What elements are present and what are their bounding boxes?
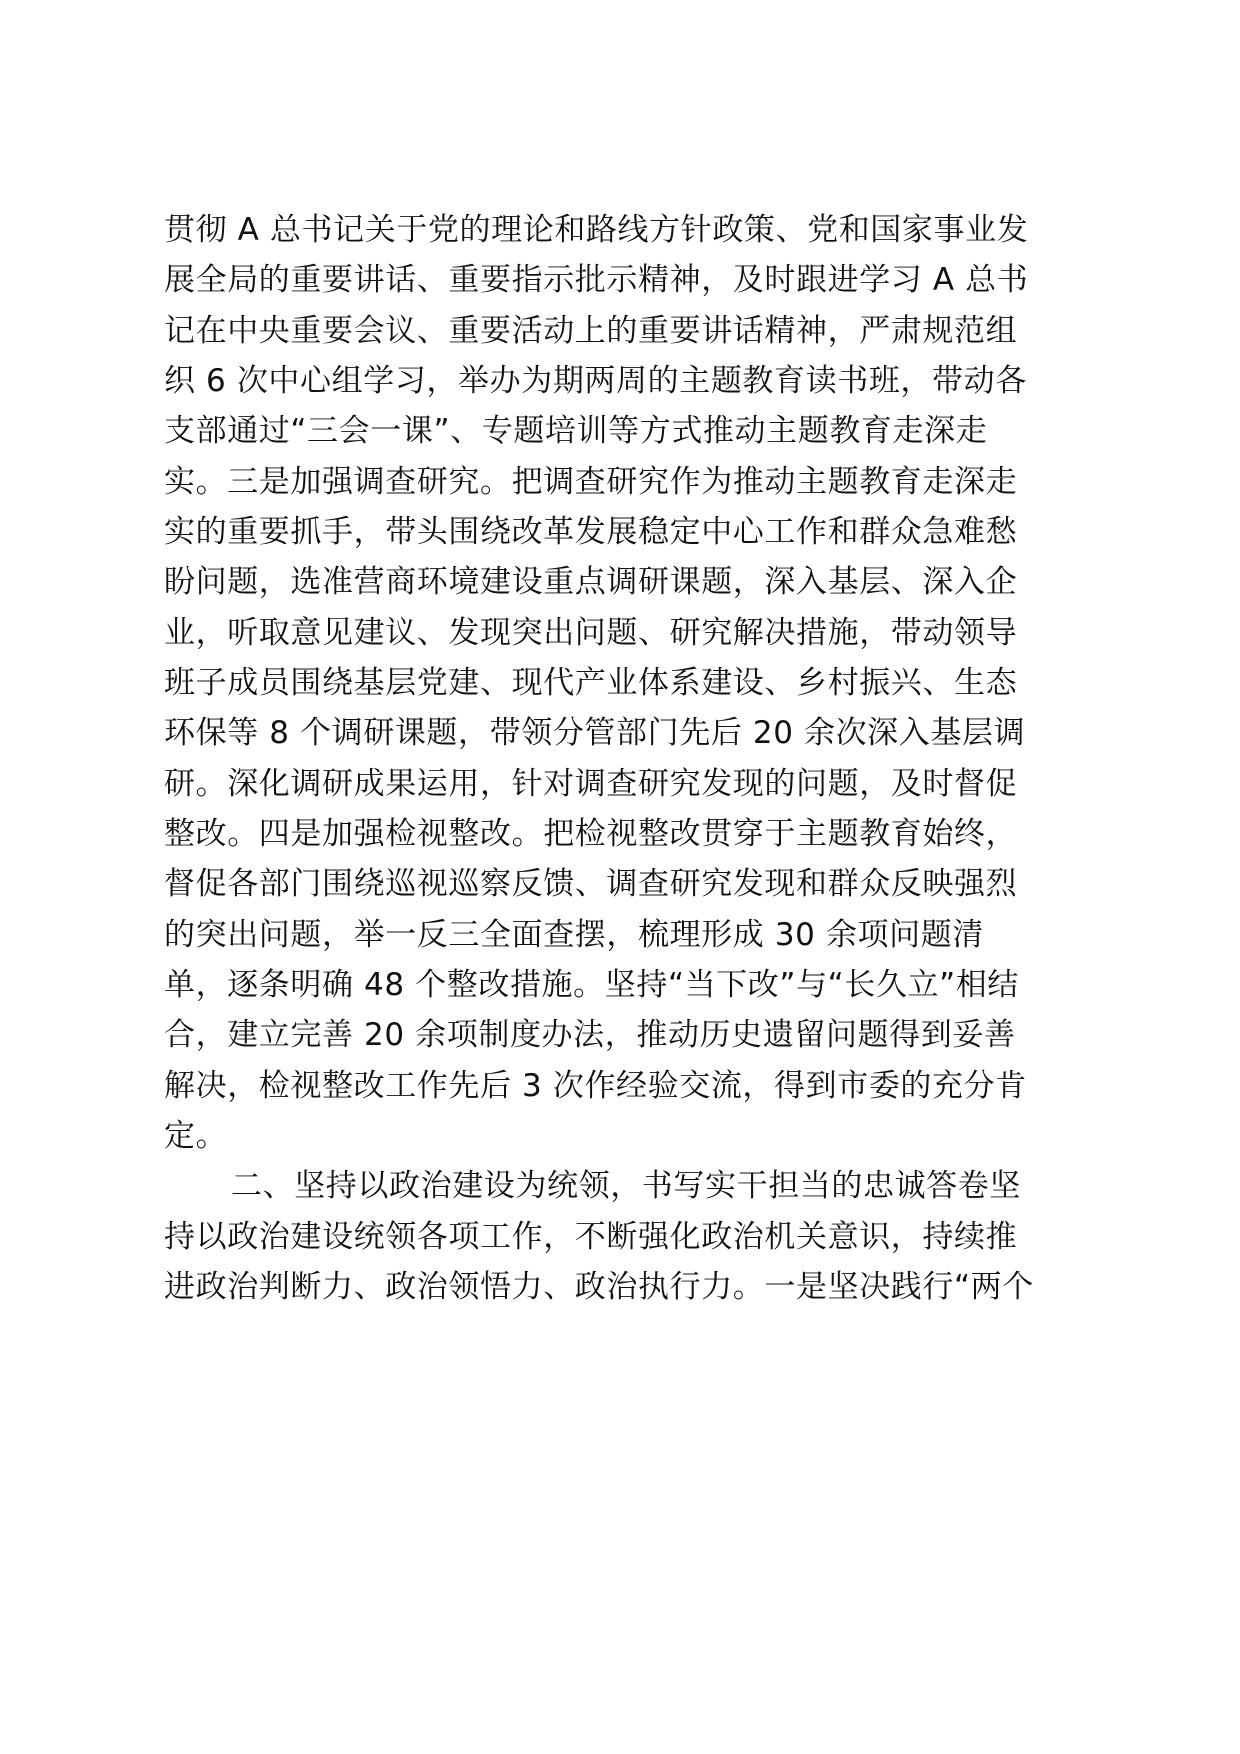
section-heading-line: 二、坚持以政治建设为统领，书写实干担当的忠诚答卷坚 xyxy=(231,1168,1021,1204)
text-line: 进政治判断力、政治领悟力、政治执行力。一是坚决践行“两个 xyxy=(164,1269,1034,1305)
text-line: 环保等 8 个调研课题，带领分管部门先后 20 余次深入基层调 xyxy=(164,715,1026,751)
text-line: 支部通过“三会一课”、专题培训等方式推动主题教育走深走 xyxy=(164,413,988,449)
text-line: 的突出问题，举一反三全面查摆，梳理形成 30 余项问题清 xyxy=(164,917,984,953)
text-line: 持以政治建设统领各项工作，不断强化政治机关意识，持续推 xyxy=(164,1219,1018,1255)
text-line: 记在中央重要会议、重要活动上的重要讲话精神，严肃规范组 xyxy=(164,313,1018,349)
text-line: 督促各部门围绕巡视巡察反馈、调查研究发现和群众反映强烈 xyxy=(164,866,1018,902)
text-line: 班子成员围绕基层党建、现代产业体系建设、乡村振兴、生态 xyxy=(164,665,1018,701)
text-line: 研。深化调研成果运用，针对调查研究发现的问题，及时督促 xyxy=(164,766,1018,802)
text-line: 单，逐条明确 48 个整改措施。坚持“当下改”与“长久立”相结 xyxy=(164,967,1019,1003)
text-line: 合，建立完善 20 余项制度办法，推动历史遗留问题得到妥善 xyxy=(164,1017,1016,1053)
text-line: 实的重要抓手，带头围绕改革发展稳定中心工作和群众急难愁 xyxy=(164,514,1018,550)
text-line: 织 6 次中心组学习，举办为期两周的主题教育读书班，带动各 xyxy=(164,363,1027,399)
text-line: 实。三是加强调查研究。把调查研究作为推动主题教育走深走 xyxy=(164,464,1018,500)
text-line: 解决，检视整改工作先后 3 次作经验交流，得到市委的充分肯 xyxy=(164,1068,1027,1104)
text-line: 贯彻 A 总书记关于党的理论和路线方针政策、党和国家事业发 xyxy=(164,212,1029,248)
text-line: 业，听取意见建议、发现突出问题、研究解决措施，带动领导 xyxy=(164,615,1018,651)
text-line: 定。 xyxy=(164,1118,228,1154)
text-line: 展全局的重要讲话、重要指示批示精神，及时跟进学习 A 总书 xyxy=(164,262,1029,298)
text-line: 盼问题，选准营商环境建设重点调研课题，深入基层、深入企 xyxy=(164,564,1018,600)
text-line: 整改。四是加强检视整改。把检视整改贯穿于主题教育始终， xyxy=(164,816,1018,852)
